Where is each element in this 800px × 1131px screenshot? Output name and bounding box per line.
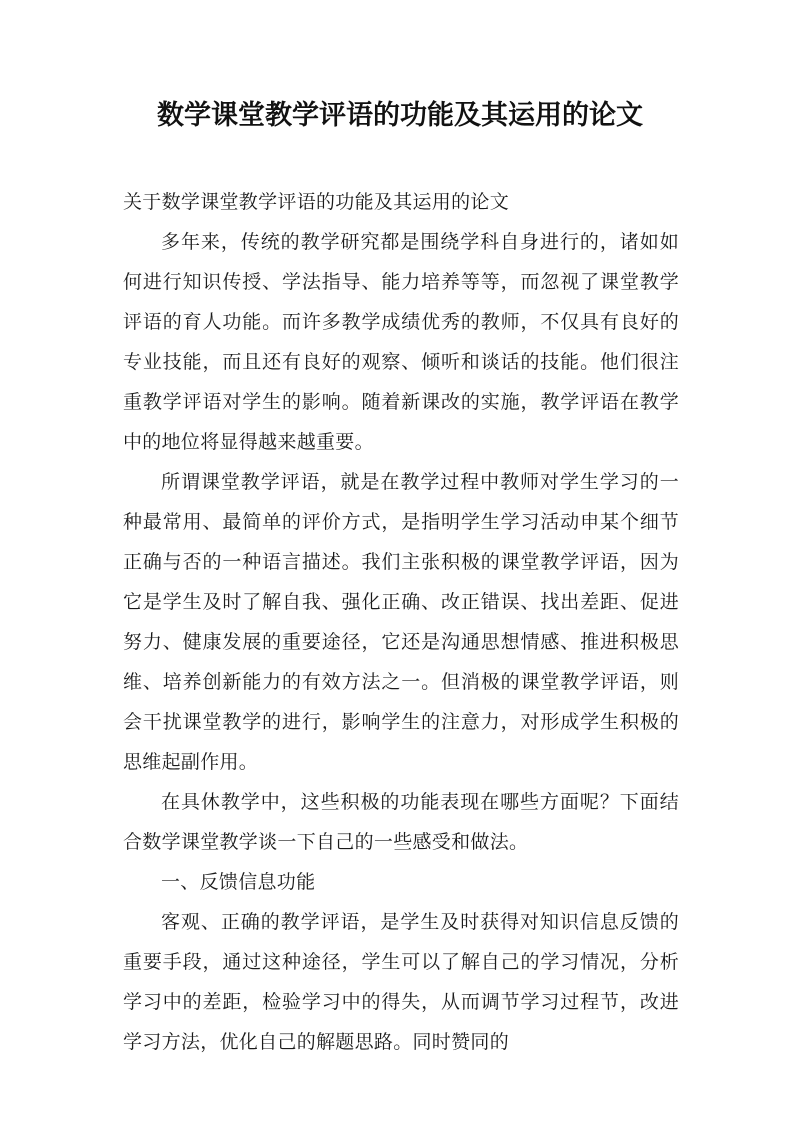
- paragraph-question: 在具休教学中，这些积极的功能表现在哪些方面呢？下面结合数学课堂教学谈一下自己的一些感受和做法。: [123, 791, 679, 853]
- document-title: 数学课堂教学评语的功能及其运用的论文: [157, 100, 643, 131]
- paragraph-feedback: 客观、正确的教学评语，是学生及时获得对知识信息反馈的重要手段，通过这种途径，学生可以了解自己的学习情况，分析学习中的差距，检验学习中的得失，从而调节学习过程节，改进学习方法，优化自己的解题思路。同时赞同的: [123, 911, 679, 1053]
- section-heading-feedback: 一、反馈信息功能: [161, 871, 316, 893]
- document-body: [123, 182, 679, 1062]
- paragraph-intro: 多年来，传统的教学研究都是围绕学科自身进行的，诸如如何进行知识传授、学法指导、能力培养等等，而忽视了课堂教学评语的育人功能。而许多教学成绩优秀的教师，不仅具有良好的专业技能，而且还有良好的观察、倾听和谈话的技能。他们很注重教学评语对学生的影响。随着新课改的实施，教学评语在教学中的地位将显得越来越重要。: [123, 231, 679, 453]
- document-subtitle: 关于数学课堂教学评语的功能及其运用的论文: [123, 191, 510, 213]
- paragraph-definition: 所谓课堂教学评语，就是在教学过程中教师对学生学习的一种最常用、最简单的评价方式，是指明学生学习活动申某个细节正确与否的一种语言描述。我们主张积极的课堂教学评语，因为它是学生及时了解自我、强化正确、改正错误、找出差距、促进努力、健康发展的重要途径，它还是沟通思想情感、推进积极思维、培养创新能力的有效方法之一。但消极的课堂教学评语，则会干扰课堂教学的进行，影响学生的注意力，对形成学生积极的思维起副作用。: [123, 471, 679, 773]
